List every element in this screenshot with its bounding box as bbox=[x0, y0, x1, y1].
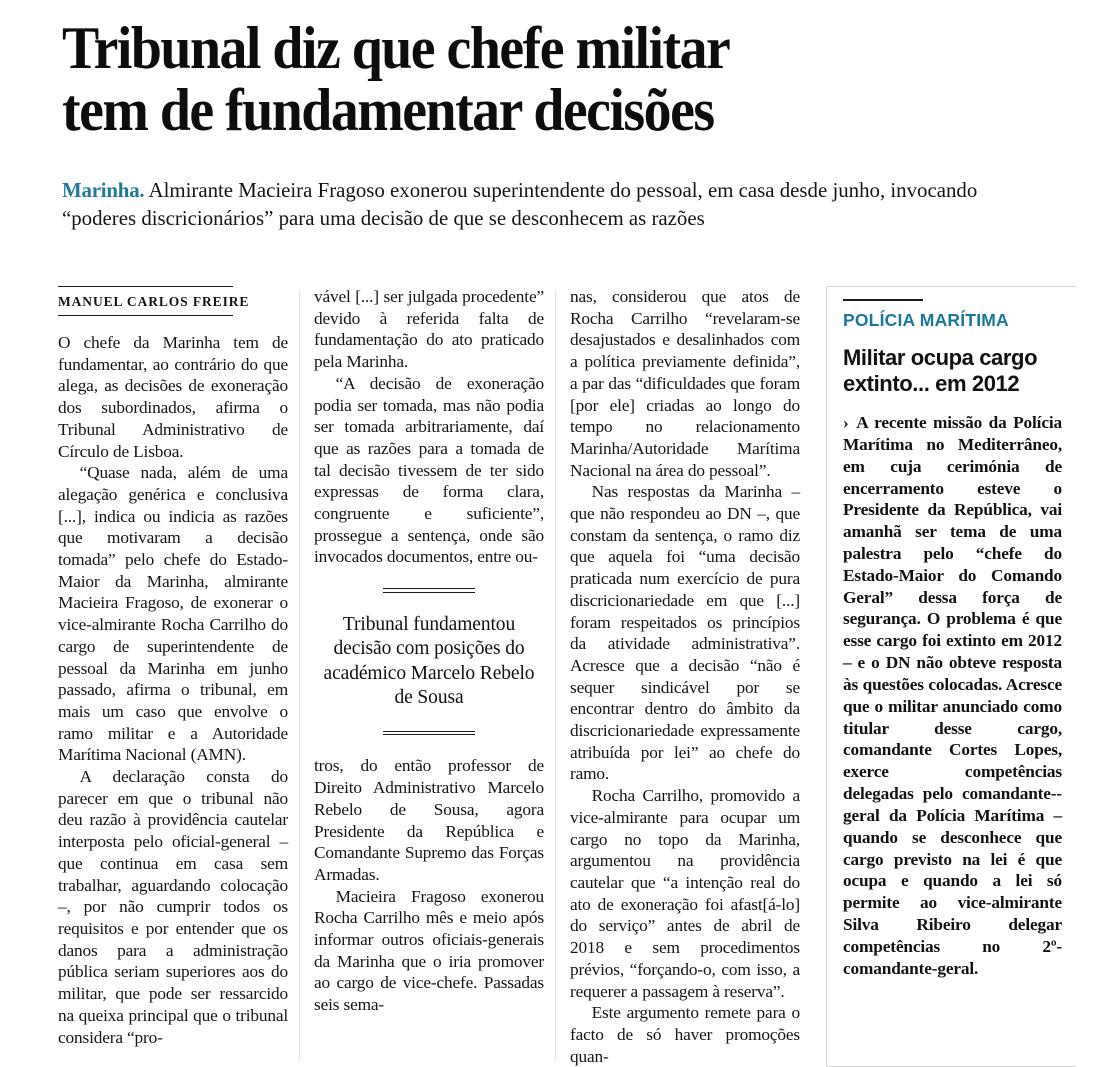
article-columns bbox=[50, 286, 1085, 1066]
headline-line-1: Tribunal diz que chefe militar bbox=[62, 15, 730, 81]
sidebar-section-label: POLÍCIA MARÍTIMA bbox=[843, 310, 1009, 330]
paragraph: nas, considerou que atos de Rocha Carrilho “revelaram-se desajustados e desalinhados com a política previamente definida”, a par das “dificuldades que foram [por ele] criadas ao longo do tempo no relacionamento Marinha/Autoridade Marítima Nacional na área do pessoal”. bbox=[570, 287, 800, 480]
pull-quote bbox=[314, 588, 544, 735]
sidebar-box bbox=[826, 286, 1076, 1067]
page-title bbox=[62, 15, 984, 143]
sidebar-title-line-1: Militar ocupa cargo bbox=[843, 345, 1038, 370]
byline-block bbox=[58, 286, 288, 316]
bullet-icon: › bbox=[843, 413, 849, 433]
article-column-1 bbox=[50, 286, 292, 1067]
paragraph: “Quase nada, além de uma alegação genérica e conclusiva [...], indica ou indicia as razões que motivaram a decisão tomada” pelo chefe do Estado-Maior da Marinha, almirante Macieira Fragoso, de exonerar o vice-almirante Rocha Carrilho do cargo de superintendente de pessoal da Marinha em junho passado, afirma o tribunal, em mais um caso que envolve o ramo militar e a Autoridade Marítima Nacional (AMN). bbox=[58, 463, 288, 765]
pull-quote-rule-bottom bbox=[383, 731, 475, 736]
paragraph: Nas respostas da Marinha – que não respondeu ao DN –, que constam da sentença, o ramo diz que aquela foi “uma decisão praticada num exercício de pura discricionariedade em que [...] foram respeitados os princípios da atividade administrativa”. Acresce que a decisão “não é sequer sindicável por se encontrar dentro do âmbito da discricionariedade expressamente atribuída por lei” ao chefe do ramo. bbox=[570, 482, 800, 784]
sidebar-title-line-2: extinto... em 2012 bbox=[843, 370, 1020, 396]
standfirst-text: Almirante Macieira Fragoso exonerou superintendente do pessoal, em casa desde junho, invocando “poderes discricionários” para uma decisão de que se desconhecem as razões bbox=[62, 177, 978, 231]
article-column-3 bbox=[562, 286, 804, 1067]
paragraph: tros, do então professor de Direito Administrativo Marcelo Rebelo de Sousa, agora Presidente da República e Comandante Supremo das Forças Armadas. bbox=[314, 756, 544, 884]
paragraph: “A decisão de exoneração podia ser tomada, mas não podia ser tomada arbitrariamente, daí que as razões para a tomada de tal decisão tivessem de ter sido expressas de forma clara, congruente e suficiente”, prossegue a sentença, onde são invocados documentos, entre ou- bbox=[314, 373, 544, 567]
sidebar-body-text: A recente missão da Polícia Marítima no Mediterrâneo, em cuja cerimónia de encerramento esteve o Presidente da República, vai amanhã ser tema de uma palestra pelo “chefe do Estado-Maior do Comando Geral” dessa força de segurança. O problema é que esse cargo foi extinto em 2012 – e o DN não obteve resposta às questões colocadas. Acresce que o militar anunciado como titular desse cargo, comandante Cortes Lopes, exerce competências delegadas pelo comandante--geral da Polícia Marítima – quando se desconhece que cargo previsto na lei é que ocupa e quando a lei só permite ao vice-almirante Silva Ribeiro delegar competências no 2º-comandante-geral. bbox=[843, 413, 1062, 978]
column-1-body bbox=[58, 332, 288, 1048]
paragraph: Este argumento remete para o facto de só haver promoções quan- bbox=[570, 1003, 800, 1066]
section-kicker: Marinha. bbox=[62, 177, 145, 202]
sidebar-rule bbox=[843, 299, 923, 301]
article-column-4 bbox=[818, 286, 1080, 1067]
pull-quote-text: Tribunal fundamentou decisão com posições do académico Marcelo Rebelo de Sousa bbox=[323, 613, 535, 709]
column-3-body bbox=[570, 286, 800, 1067]
byline-rule-bottom bbox=[58, 315, 233, 316]
standfirst bbox=[62, 176, 1021, 233]
newspaper-page bbox=[0, 15, 1113, 1066]
column-2-body-bottom bbox=[314, 755, 544, 1015]
paragraph: Rocha Carrilho, promovido a vice-almirante para ocupar um cargo no topo da Marinha, argumentou na providência cautelar que “a intenção real do ato de exoneração foi afast[á-lo] do serviço” antes de abril de 2018 e sem procedimentos prévios, “forçando-o, com isso, a requerer a passagem à reserva”. bbox=[570, 786, 800, 1001]
headline-line-2: tem de fundamentar decisões bbox=[62, 76, 714, 143]
paragraph: Macieira Fragoso exonerou Rocha Carrilho mês e meio após informar outros oficiais-generais da Marinha que o iria promover ao cargo de vice-chefe. Passadas seis sema- bbox=[314, 886, 544, 1015]
byline: MANUEL CARLOS FREIRE bbox=[58, 294, 250, 309]
sidebar-body bbox=[843, 412, 1062, 980]
paragraph: A declaração consta do parecer em que o tribunal não deu razão à providência cautelar interposta pelo oficial-general – que continua em casa sem trabalhar, aguardando colocação –, por não cumprir todos os requisitos e por entender que os danos para a administração pública seriam superiores aos do militar, que pode ser ressarcido na queixa principal que o tribunal considera “pro- bbox=[58, 767, 288, 1047]
article-column-2 bbox=[306, 286, 548, 1067]
sidebar-title bbox=[843, 345, 1062, 396]
paragraph: O chefe da Marinha tem de fundamentar, ao contrário do que alega, as decisões de exoneração dos subordinados, afirma o Tribunal Administrativo de Círculo de Lisboa. bbox=[58, 333, 288, 461]
column-2-body-top bbox=[314, 286, 544, 568]
paragraph: vável [...] ser julgada procedente” devido à referida falta de fundamentação do ato praticado pela Marinha. bbox=[314, 287, 544, 372]
